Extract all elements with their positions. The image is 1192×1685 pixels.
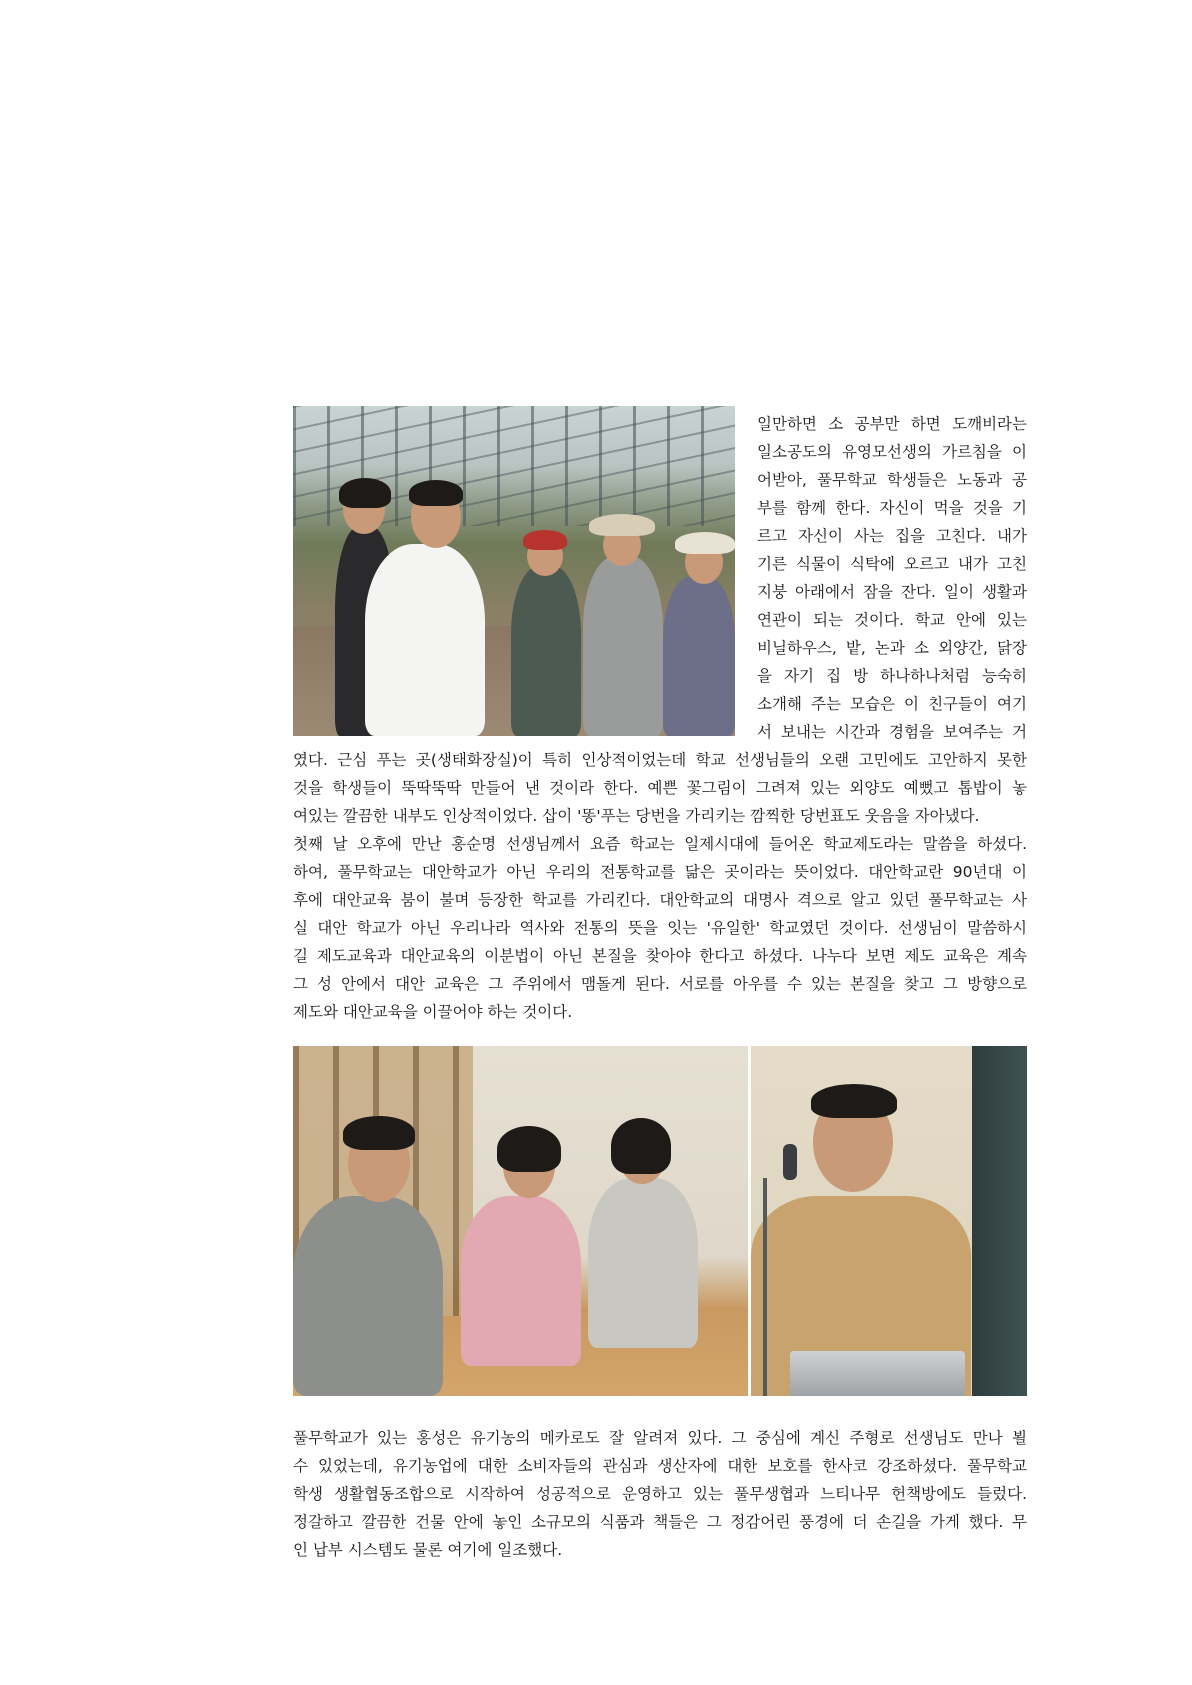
second-paragraph-line: 하여, 풀무학교는 대안학교가 아닌 우리의 전통학교를 닮은 곳이라는 뜻이었다. 대안학교란 90년대 이 bbox=[293, 863, 1027, 881]
second-paragraph-line: 그 성 안에서 대안 교육은 그 주위에서 맴돌게 된다. 서로를 아우를 수 있는 본질을 찾고 그 방향으로 bbox=[293, 975, 1027, 993]
third-paragraph-line: 수 있었는데, 유기농업에 대한 소비자들의 관심과 생산자에 대한 보호를 한사코 강조하셨다. 풀무학교 bbox=[293, 1457, 1027, 1475]
microphone-stand bbox=[763, 1178, 767, 1396]
intro-side-line: 을 자기 집 방 하나하나처럼 능숙히 bbox=[757, 667, 1027, 685]
second-paragraph-line: 제도와 대안교육을 이끌어야 하는 것이다. bbox=[293, 1003, 573, 1021]
intro-side-line: 어받아, 풀무학교 학생들은 노동과 공 bbox=[757, 471, 1027, 489]
curtain bbox=[972, 1046, 1027, 1396]
speaker-hair bbox=[811, 1084, 897, 1118]
intro-side-line: 부를 함께 한다. 자신이 먹을 것을 기 bbox=[757, 499, 1027, 517]
audience-woman-pink bbox=[461, 1196, 581, 1366]
students-in-greenhouse-photo bbox=[293, 406, 735, 736]
intro-side-paragraph bbox=[757, 410, 1027, 746]
visitor-sun-hat bbox=[589, 514, 655, 536]
second-paragraph-line: 길 제도교육과 대안교육의 이분법이 아닌 본질을 찾아야 한다고 하셨다. 나누다 보면 제도 교육은 계속 bbox=[293, 947, 1027, 965]
third-paragraph bbox=[293, 1424, 1027, 1564]
second-paragraph-line: 후에 대안교육 붐이 불며 등장한 학교를 가리킨다. 대안학교의 대명사 격으로 알고 있던 풀무학교는 사 bbox=[293, 891, 1027, 909]
intro-full-line: 여있는 깔끔한 내부도 인상적이었다. 삽이 '똥'푸는 당번을 가리키는 깜찍한 당번표도 웃음을 자아냈다. bbox=[293, 807, 980, 825]
second-paragraph-line: 실 대안 학교가 아닌 우리나라 역사와 전통의 뜻을 잇는 '유일한' 학교였던 것이다. 선생님이 말씀하시 bbox=[293, 919, 1027, 937]
laptop bbox=[790, 1351, 965, 1396]
audience-woman-blue bbox=[588, 1178, 698, 1348]
third-paragraph-line: 학생 생활협동조합으로 시작하여 성공적으로 운영하고 있는 풀무생협과 느티나무 헌책방에도 들렀다. bbox=[293, 1485, 1027, 1503]
visitor-red-cap bbox=[523, 530, 567, 550]
intro-side-line: 르고 자신이 사는 집을 고친다. 내가 bbox=[757, 527, 1027, 545]
visitor-checked-shirt bbox=[663, 576, 735, 736]
visitor-white-hat bbox=[675, 532, 735, 554]
audience-man bbox=[293, 1196, 443, 1396]
intro-side-line: 지붕 아래에서 잠을 잔다. 일이 생활과 bbox=[757, 583, 1027, 601]
second-paragraph-line: 첫째 날 오후에 만난 홍순명 선생님께서 요즘 학교는 일제시대에 들어온 학교제도라는 말씀을 하셨다. bbox=[293, 835, 1027, 853]
intro-full-line: 것을 학생들이 뚝딱뚝딱 만들어 낸 것이라 한다. 예쁜 꽃그림이 그려져 있는 외양도 예뻤고 톱밥이 놓 bbox=[293, 779, 1027, 797]
intro-full-paragraph bbox=[293, 746, 1027, 1026]
audience-woman-pink-hair bbox=[497, 1126, 561, 1172]
lecture-session-photo bbox=[293, 1046, 1027, 1396]
intro-side-line: 일소공도의 유영모선생의 가르침을 이 bbox=[757, 443, 1027, 461]
intro-side-line: 연관이 되는 것이다. 학교 안에 있는 bbox=[757, 611, 1027, 629]
intro-side-line: 소개해 주는 모습은 이 친구들이 여기 bbox=[757, 695, 1027, 713]
third-paragraph-line: 인 납부 시스템도 물론 여기에 일조했다. bbox=[293, 1541, 563, 1559]
microphone-icon bbox=[783, 1144, 797, 1180]
student-white-shirt-hair bbox=[409, 480, 463, 506]
intro-full-line: 였다. 근심 푸는 곳(생태화장실)이 특히 인상적이었는데 학교 선생님들의 오랜 고민에도 고안하지 못한 bbox=[293, 751, 1027, 769]
intro-side-line: 일만하면 소 공부만 하면 도깨비라는 bbox=[757, 415, 1027, 433]
visitor-gray-shirt bbox=[583, 556, 663, 736]
audience-man-hair bbox=[343, 1116, 415, 1150]
third-paragraph-line: 정갈하고 깔끔한 건물 안에 놓인 소규모의 식품과 책들은 그 정감어린 풍경에 더 손길을 가게 했다. 무 bbox=[293, 1513, 1027, 1531]
intro-side-line: 비닐하우스, 밭, 논과 소 외양간, 닭장 bbox=[757, 639, 1027, 657]
third-paragraph-line: 풀무학교가 있는 홍성은 유기농의 메카로도 잘 알려져 있다. 그 중심에 계신 주형로 선생님도 만나 뵐 bbox=[293, 1429, 1027, 1447]
student-left-hair bbox=[339, 478, 391, 508]
intro-side-line: 서 보내는 시간과 경험을 보여주는 거 bbox=[757, 723, 1027, 741]
visitor-plaid-shirt bbox=[511, 566, 581, 736]
intro-side-line: 기른 식물이 식탁에 오르고 내가 고친 bbox=[757, 555, 1027, 573]
audience-woman-blue-hair bbox=[611, 1118, 671, 1174]
student-white-shirt bbox=[365, 544, 485, 736]
